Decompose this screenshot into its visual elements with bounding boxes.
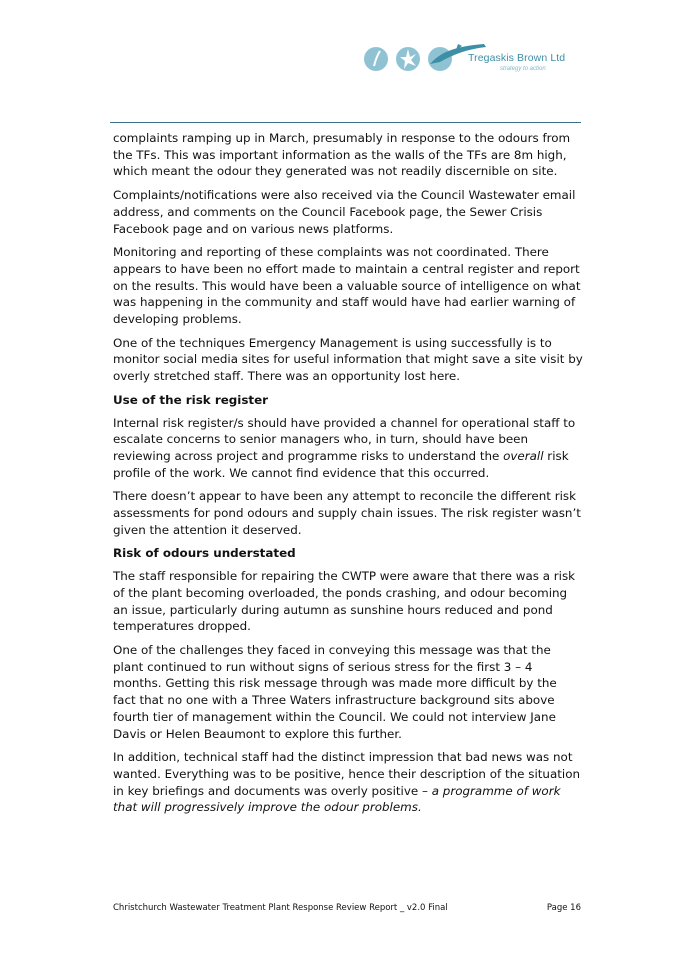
footer-title: Christchurch Wastewater Treatment Plant Response Review Report _ v2.0 Final (113, 903, 448, 913)
paragraph-9-part-a: In addition, technical staff had the distinct impression that bad news was not wanted. Everything was to be positive, hence their description of the situation in key briefings and documents was overly positive – (113, 750, 581, 798)
paragraph-9 (113, 749, 583, 816)
paragraph-3: Monitoring and reporting of these complaints was not coordinated. There appears to have been no effort made to maintain a central register and report on the results. This would have been a valuable source of intelligence on what was happening in the community and staff would have had earlier warning of developing problems. (113, 245, 581, 327)
heading-odours-understated: Risk of odours understated (113, 546, 296, 561)
page-number: Page 16 (546, 903, 581, 913)
paragraph-5-emphasis: overall (503, 448, 544, 463)
paragraph-1: complaints ramping up in March, presumably in response to the odours from the TFs. This was important information as the walls of the TFs are 8m high, which meant the odour they generated was not readily discernible on site. (113, 131, 571, 179)
paragraph-4: One of the techniques Emergency Management is using successfully is to monitor social media sites for useful information that might save a site visit by overly stretched staff. There was an opportunity lost here. (113, 335, 583, 384)
paragraph-2: Complaints/notifications were also received via the Council Wastewater email address, and comments on the Council Facebook page, the Sewer Crisis Facebook page and on various news platforms. (113, 188, 576, 236)
document-body (113, 130, 583, 823)
paragraph-7: The staff responsible for repairing the CWTP were aware that there was a risk of the plant becoming overloaded, the ponds crashing, and odour becoming an issue, particularly during autumn as sunshine hours reduced and pond temperatures dropped. (113, 569, 576, 634)
page-footer (113, 903, 581, 913)
paragraph-6: There doesn’t appear to have been any attempt to reconcile the different risk assessments for pond odours and supply chain issues. The risk register wasn’t given the attention it deserved. (113, 489, 581, 537)
logo-name: Tregaskis Brown Ltd (468, 52, 566, 64)
paragraph-8: One of the challenges they faced in conveying this message was that the plant continued to run without signs of serious stress for the first 3 – 4 months. Getting this risk message through was made more difficult by the fact that no one with a Three Waters infrastructure background sits above fourth tier of management within the Council. We could not interview Jane Davis or Helen Beaumont to explore this further. (113, 642, 557, 741)
page-header (360, 36, 600, 80)
heading-risk-register: Use of the risk register (113, 392, 269, 407)
paragraph-5 (113, 415, 583, 482)
paragraph-5-part-b: risk profile of the work. We cannot find evidence that this occurred. (113, 448, 569, 480)
logo-tagline: strategy to action (500, 66, 546, 72)
paragraph-9-emphasis: a programme of work that will progressively improve the odour problems. (113, 783, 561, 815)
paragraph-5-part-a: Internal risk register/s should have provided a channel for operational staff to escalate concerns to senior managers who, in turn, should have been reviewing across project and programme risks to understand the (113, 415, 576, 463)
header-divider (110, 122, 581, 123)
